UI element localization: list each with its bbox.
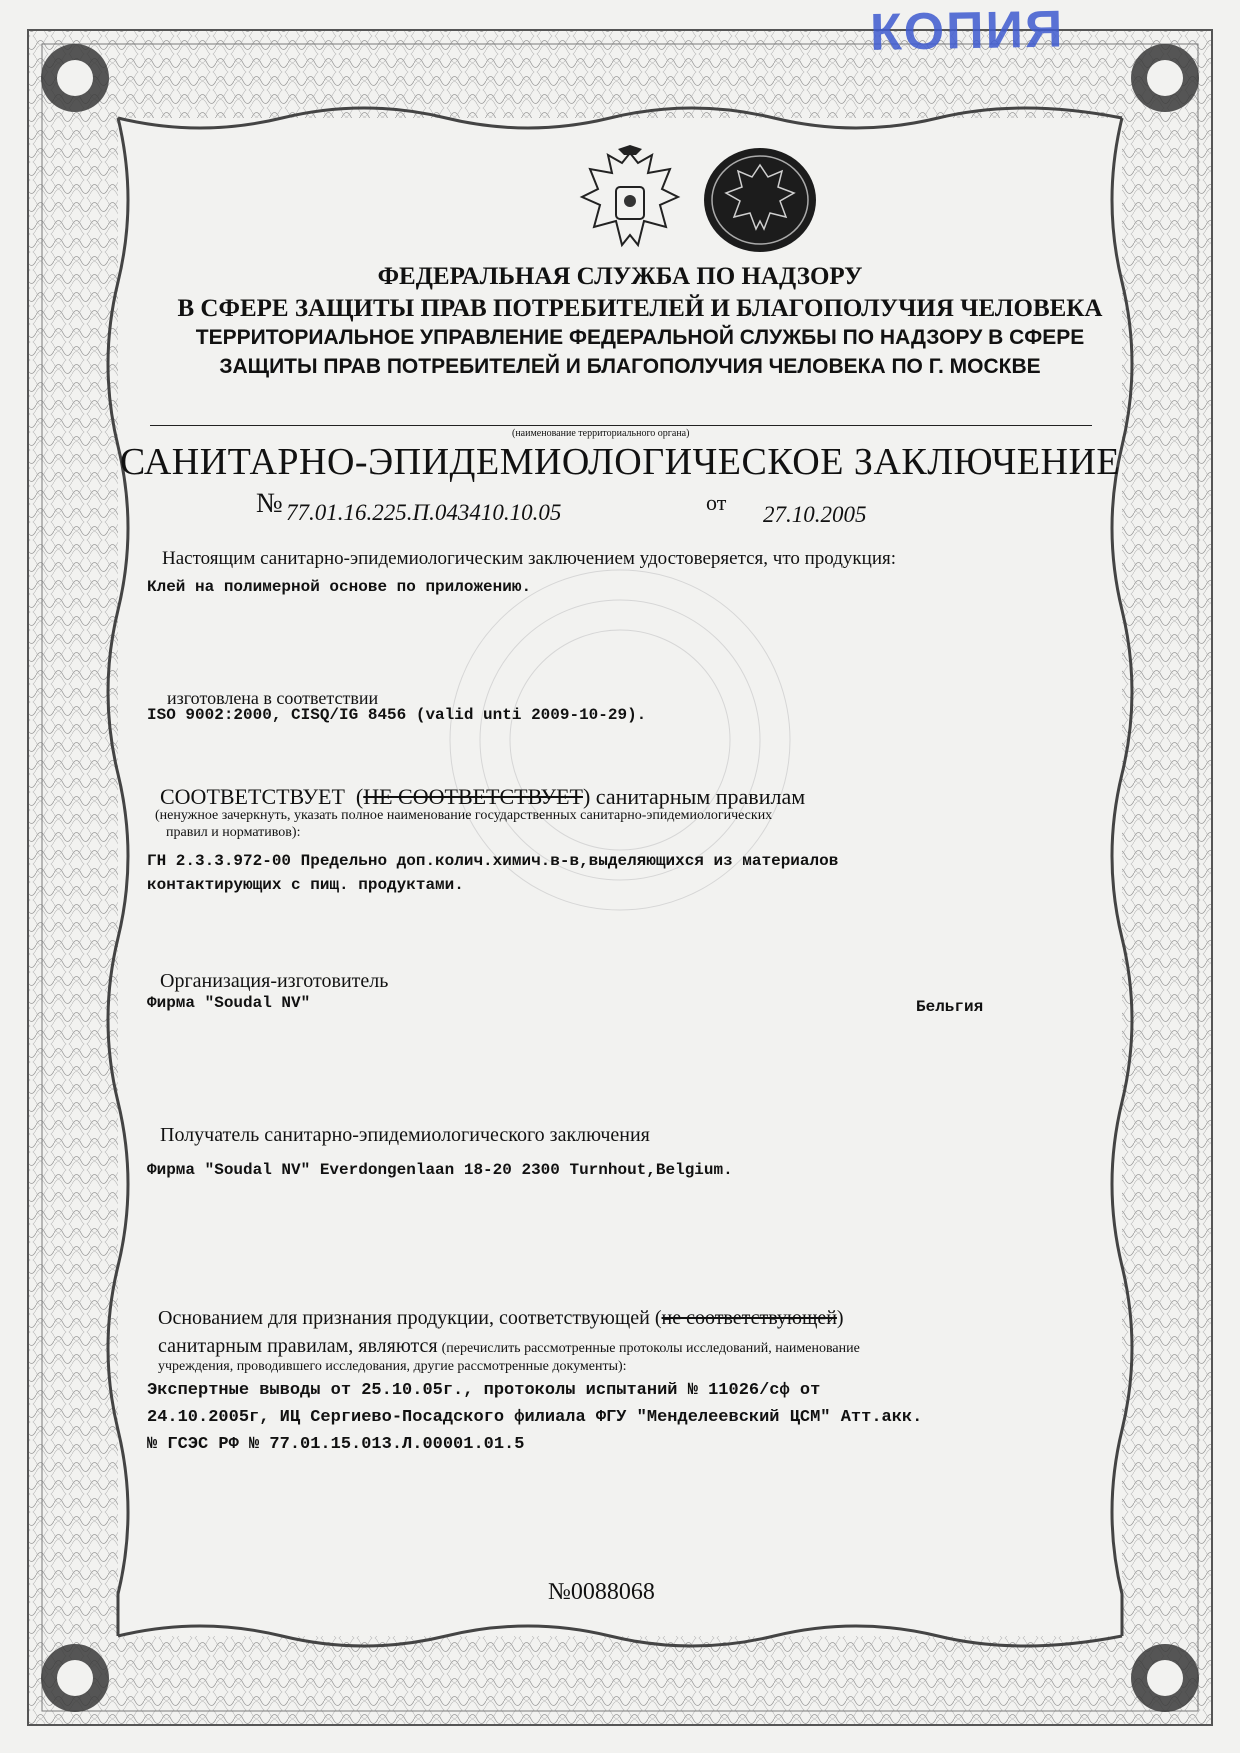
- agency-line-3: ТЕРРИТОРИАЛЬНОЕ УПРАВЛЕНИЕ ФЕДЕРАЛЬНОЙ СЛУЖБЫ ПО НАДЗОРУ В СФЕРЕ: [195, 326, 1085, 349]
- manufacturer-label: Организация-изготовитель: [160, 970, 389, 992]
- basis-line-1: [158, 1307, 844, 1330]
- agency-note: (наименование территориального органа): [512, 428, 690, 439]
- recipient-value: Фирма "Soudal NV" Everdongenlaan 18-20 2300 Turnhout,Belgium.: [147, 1161, 733, 1179]
- coat-of-arms-icon: [578, 145, 682, 255]
- date-prefix: от: [706, 490, 727, 515]
- compliance-rest: ) санитарным правилам: [582, 784, 806, 809]
- basis-line-2: [158, 1335, 860, 1358]
- manufacturer-name: Фирма "Soudal NV": [147, 994, 311, 1012]
- certifies-label: Настоящим санитарно-эпидемиологическим заключением удостоверяется, что продукция:: [162, 548, 897, 569]
- compliance-value-1: ГН 2.3.3.972-00 Предельно доп.колич.химич.в-в,выделяющихся из материалов: [147, 852, 839, 870]
- agency-line-4: ЗАЩИТЫ ПРАВ ПОТРЕБИТЕЛЕЙ И БЛАГОПОЛУЧИЯ ЧЕЛОВЕКА ПО Г. МОСКВЕ: [219, 355, 1041, 378]
- certificate-number: 77.01.16.225.П.043410.10.05: [286, 500, 562, 525]
- basis-value-2: 24.10.2005г, ИЦ Сергиево-Посадского филиала ФГУ "Менделеевский ЦСМ" Атт.акк.: [147, 1408, 923, 1427]
- number-prefix: №: [256, 488, 283, 519]
- basis-line-3-note: учреждения, проводившего исследования, другие рассмотренные документы):: [158, 1359, 627, 1374]
- agency-line-1: ФЕДЕРАЛЬНАЯ СЛУЖБА ПО НАДЗОРУ: [377, 263, 863, 290]
- recipient-label: Получатель санитарно-эпидемиологического заключения: [160, 1124, 650, 1146]
- basis-value-1: Экспертные выводы от 25.10.05г., протоколы испытаний № 11026/сф от: [147, 1381, 821, 1400]
- compliance-note-1: (ненужное зачеркнуть, указать полное наименование государственных санитарно-эпидемиологических: [155, 808, 773, 823]
- compliance-open: (: [355, 784, 364, 809]
- agency-line-2: В СФЕРЕ ЗАЩИТЫ ПРАВ ПОТРЕБИТЕЛЕЙ И БЛАГОПОЛУЧИЯ ЧЕЛОВЕКА: [177, 295, 1103, 322]
- compliance-value-2: контактирующих с пищ. продуктами.: [147, 876, 464, 894]
- compliance-no-struck: НЕ СООТВЕТСТВУЕТ: [363, 784, 583, 809]
- serial-number: №0088068: [548, 1579, 655, 1605]
- divider: [150, 425, 1092, 426]
- basis-line-1-struck: не соответствующей: [661, 1307, 837, 1329]
- basis-line-1-end: ): [836, 1307, 844, 1329]
- certificate-date: 27.10.2005: [763, 502, 867, 527]
- hologram-seal-icon: [700, 145, 820, 255]
- product-value: Клей на полимерной основе по приложению.: [147, 578, 532, 596]
- basis-line-2-start: санитарным правилам, являются: [158, 1335, 438, 1357]
- copy-stamp: КОПИЯ: [869, 0, 1065, 62]
- basis-line-2-note: (перечислить рассмотренные протоколы исследований, наименование: [441, 1341, 860, 1356]
- manufactured-label: изготовлена в соответствии: [167, 688, 379, 708]
- standards-value: ISO 9002:2000, CISQ/IG 8456 (valid unti 2009-10-29).: [147, 706, 647, 724]
- basis-value-3: № ГСЭС РФ № 77.01.15.013.Л.00001.01.5: [147, 1435, 525, 1454]
- compliance-note-2: правил и нормативов):: [166, 825, 301, 840]
- basis-line-1-start: Основанием для признания продукции, соответствующей (: [158, 1307, 662, 1329]
- compliance-line: [160, 784, 805, 810]
- compliance-yes: СООТВЕТСТВУЕТ: [160, 784, 345, 809]
- manufacturer-country: Бельгия: [916, 998, 984, 1016]
- document-title: САНИТАРНО-ЭПИДЕМИОЛОГИЧЕСКОЕ ЗАКЛЮЧЕНИЕ: [119, 441, 1121, 483]
